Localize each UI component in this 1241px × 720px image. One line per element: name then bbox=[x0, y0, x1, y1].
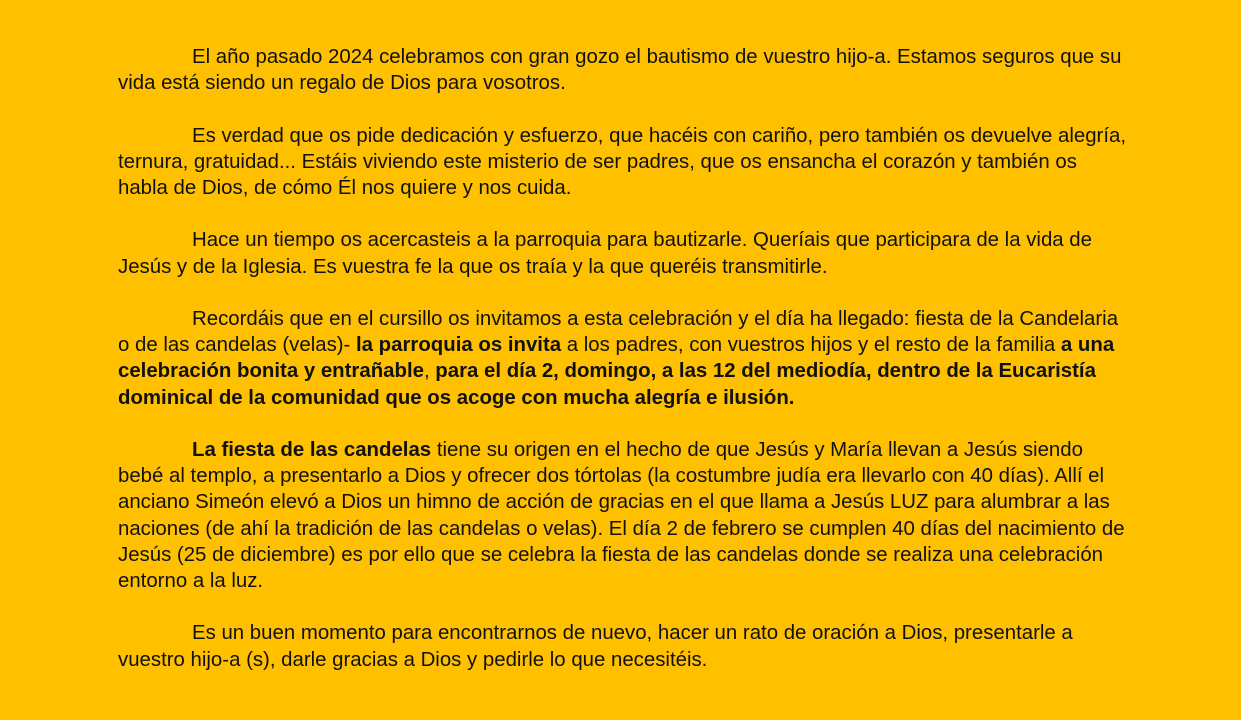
paragraph-parenthood bbox=[118, 123, 1128, 202]
paragraph-invitation bbox=[118, 306, 1128, 411]
text-run-bold: la parroquia os invita bbox=[356, 334, 562, 357]
document-body bbox=[118, 44, 1128, 673]
text-run: Recordáis que en el cursillo os invitamos a esta celebración y el día ha llegado: fiesta de la Candelaria o de las candelas (velas)- bbox=[118, 307, 1119, 357]
paragraph-candlemas-origin bbox=[118, 437, 1128, 594]
text-run: a los padres, con vuestros hijos y el resto de la familia bbox=[561, 334, 1061, 357]
text-run-bold: a una celebración bonita y entrañable bbox=[118, 334, 1115, 383]
text-run: Es un buen momento para encontrarnos de nuevo, hacer un rato de oración a Dios, presentarle a vuestro hijo-a (s), darle gracias a Dios y pedirle lo que necesitéis. bbox=[118, 622, 1073, 671]
text-run: Es verdad que os pide dedicación y esfuerzo, que hacéis con cariño, pero también os devuelve alegría, ternura, gratuidad... Estáis viviendo este misterio de ser padres, que os ensancha el corazón y también os habla de Dios, de cómo Él nos quiere y nos cuida. bbox=[118, 124, 1127, 199]
paragraph-closing bbox=[118, 620, 1128, 672]
text-run-bold: La fiesta de las candelas bbox=[192, 438, 432, 461]
text-run: Hace un tiempo os acercasteis a la parroquia para bautizarle. Queríais que participara de la vida de Jesús y de la Iglesia. Es vuestra fe la que os traía y la que queréis transmitirle. bbox=[118, 229, 1092, 278]
text-run: , bbox=[423, 360, 436, 383]
paragraph-baptism-reason bbox=[118, 227, 1128, 279]
text-run: El año pasado 2024 celebramos con gran gozo el bautismo de vuestro hijo-a. Estamos seguros que su vida está siendo un regalo de Dios para vosotros. bbox=[118, 46, 1122, 95]
text-run-bold: para el día 2, domingo, a las 12 del mediodía, dentro de la Eucaristía dominical de la comunidad que os acoge con mucha alegría e ilusión. bbox=[118, 360, 1096, 409]
text-run: tiene su origen en el hecho de que Jesús y María llevan a Jesús siendo bebé al templo, a presentarlo a Dios y ofrecer dos tórtolas (la costumbre judía era llevarlo con 40 días). Allí el anciano Simeón elevó a Dios un himno de acción de gracias en el que llama a Jesús LUZ para alumbrar a las naciones (de ahí la tradición de las candelas o velas). El día 2 de febrero se cumplen 40 días del nacimiento de Jesús (25 de diciembre) es por ello que se celebra la fiesta de las candelas donde se realiza una celebración entorno a la luz. bbox=[118, 438, 1125, 592]
paragraph-baptism-anniversary bbox=[118, 44, 1128, 96]
